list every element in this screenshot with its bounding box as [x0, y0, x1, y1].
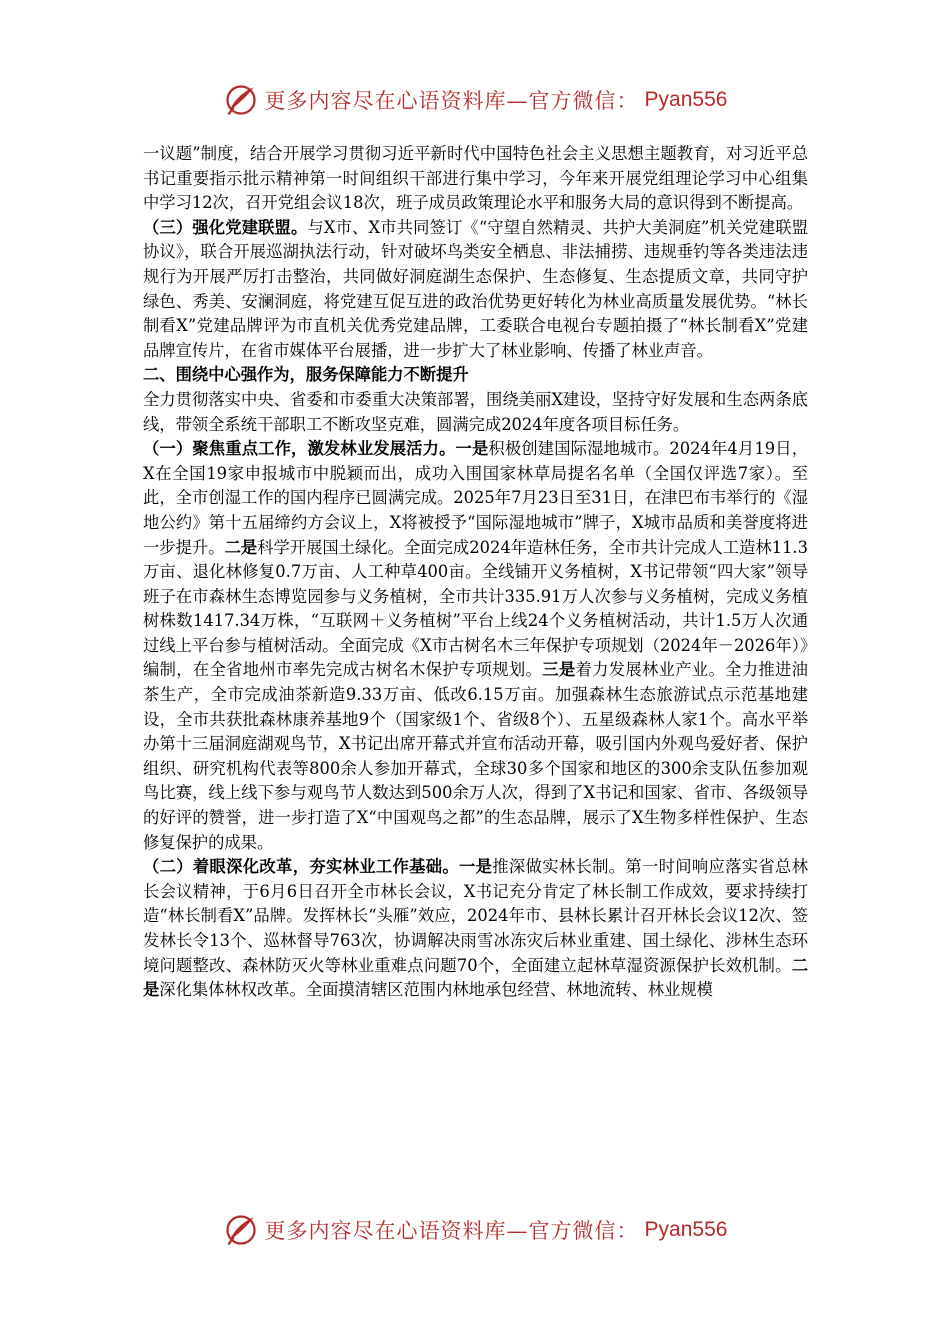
paragraph: [143, 855, 808, 1003]
document-body: [143, 142, 808, 1003]
paragraph: [143, 388, 808, 437]
paragraph: [143, 437, 808, 855]
text-run: 科学开展国土绿化。全面完成2024年造林任务，全市共计完成人工造林11.3万亩、退化林修复0.7万亩、人工种草400亩。全线铺开义务植树，X书记带领“四大家”领导班子在市森林生态博览园参与义务植树，全市共计335.91万人次参与义务植树，完成义务植树株数1417.34万株，“互联网＋义务植树”平台上线24个义务植树活动，共计1.5万人次通过线上平台参与植树活动。全面完成《X市古树名木三年保护专项规划（2024年－2026年）》编制，在全省地州市率先完成古树名木保护专项规划。: [143, 537, 808, 680]
text-run: 深化集体林权改革。全面摸清辖区范围内林地承包经营、林地流转、林业规模: [159, 980, 713, 1000]
banner-text: 更多内容尽在心语资料库—官方微信：: [264, 89, 639, 113]
text-run: 与X市、X市共同签订《“守望自然精灵、共护大美洞庭”机关党建联盟协议》，联合开展巡湖执法行动，针对破坏鸟类安全栖息、非法捕捞、违规垂钓等各类违法违规行为开展严厉打击整治，共同做好洞庭湖生态保护、生态修复、生态提质文章，共同守护绿色、秀美、安澜洞庭，将党建互促互进的政治优势更好转化为林业高质量发展优势。“林长制看X”党建品牌评为市直机关优秀党建品牌，工委联合电视台专题拍摄了“林长制看X”党建品牌宣传片，在省市媒体平台展播，进一步扩大了林业影响、传播了林业声音。: [143, 217, 808, 360]
banner-text: 更多内容尽在心语资料库—官方微信：: [264, 1219, 639, 1243]
paragraph: [143, 363, 808, 388]
banner-wechat-id: Pyan556: [644, 88, 728, 111]
wing-pen-logo-icon: [223, 82, 259, 118]
text-run: 推深做实林长制。第一时间响应落实省总林长会议精神，于6月6日召开全市林长会议，X书记充分肯定了林长制工作成效，要求持续打造“林长制看X”品牌。发挥林长“头雁”效应，2024年市、县林长累计召开林长会议12次、签发林长令13个、巡林督导763次，协调解决雨雪冰冻灾后林业重建、国土绿化、涉林生态环境问题整改、森林防灭火等林业重难点问题70个，全面建立起林草湿资源保护长效机制。: [143, 857, 808, 975]
bold-text-run: 二是: [224, 537, 258, 557]
bold-text-run: （一）聚焦重点工作，激发林业发展活力。一是: [143, 439, 489, 459]
bold-text-run: 二是: [143, 955, 808, 1000]
footer-banner: [0, 1210, 950, 1250]
paragraph: [143, 142, 808, 216]
text-run: 着力发展林业产业。全力推进油茶生产，全市完成油茶新造9.33万亩、低改6.15万亩。加强森林生态旅游试点示范基地建设，全市共获批森林康养基地9个（国家级1个、省级8个）、五星级森林人家1个。高水平举办第十三届洞庭湖观鸟节，X书记出席开幕式并宣布活动开幕，吸引国内外观鸟爱好者、保护组织、研究机构代表等800余人参加开幕式，全球30多个国家和地区的300余支队伍参加观鸟比赛，线上线下参与观鸟节人数达到500余万人次，得到了X书记和国家、省市、各级领导的好评的赞誉，进一步打造了X“中国观鸟之都”的生态品牌，展示了X生物多样性保护、生态修复保护的成果。: [143, 660, 808, 852]
text-run: 全力贯彻落实中央、省委和市委重大决策部署，围绕美丽X建设，坚持守好发展和生态两条底线，带领全系统干部职工不断攻坚克难，圆满完成2024年度各项目标任务。: [143, 389, 808, 434]
text-run: 一议题”制度，结合开展学习贯彻习近平新时代中国特色社会主义思想主题教育，对习近平总书记重要指示批示精神第一时间组织干部进行集中学习，今年来开展党组理论学习中心组集中学习12次，召开党组会议18次，班子成员政策理论水平和服务大局的意识得到不断提高。: [143, 144, 808, 213]
banner-wechat-id: Pyan556: [644, 1218, 728, 1241]
bold-text-run: 二、围绕中心强作为，服务保障能力不断提升: [143, 365, 469, 385]
paragraph: [143, 216, 808, 364]
text-run: 积极创建国际湿地城市。2024年4月19日，X在全国19家申报城市中脱颖而出，成功入围国家林草局提名名单（全国仅评选7家）。至此，全市创湿工作的国内程序已圆满完成。2025年7月23日至31日，在津巴布韦举行的《湿地公约》第十五届缔约方会议上，X将被授予“国际湿地城市”牌子，X城市品质和美誉度将进一步提升。: [143, 439, 808, 557]
wing-pen-logo-icon: [223, 1212, 259, 1248]
bold-text-run: （三）强化党建联盟。: [143, 217, 308, 237]
bold-text-run: 三是: [542, 660, 576, 680]
header-banner: [0, 80, 950, 120]
bold-text-run: （二）着眼深化改革，夯实林业工作基础。一是: [143, 857, 493, 877]
